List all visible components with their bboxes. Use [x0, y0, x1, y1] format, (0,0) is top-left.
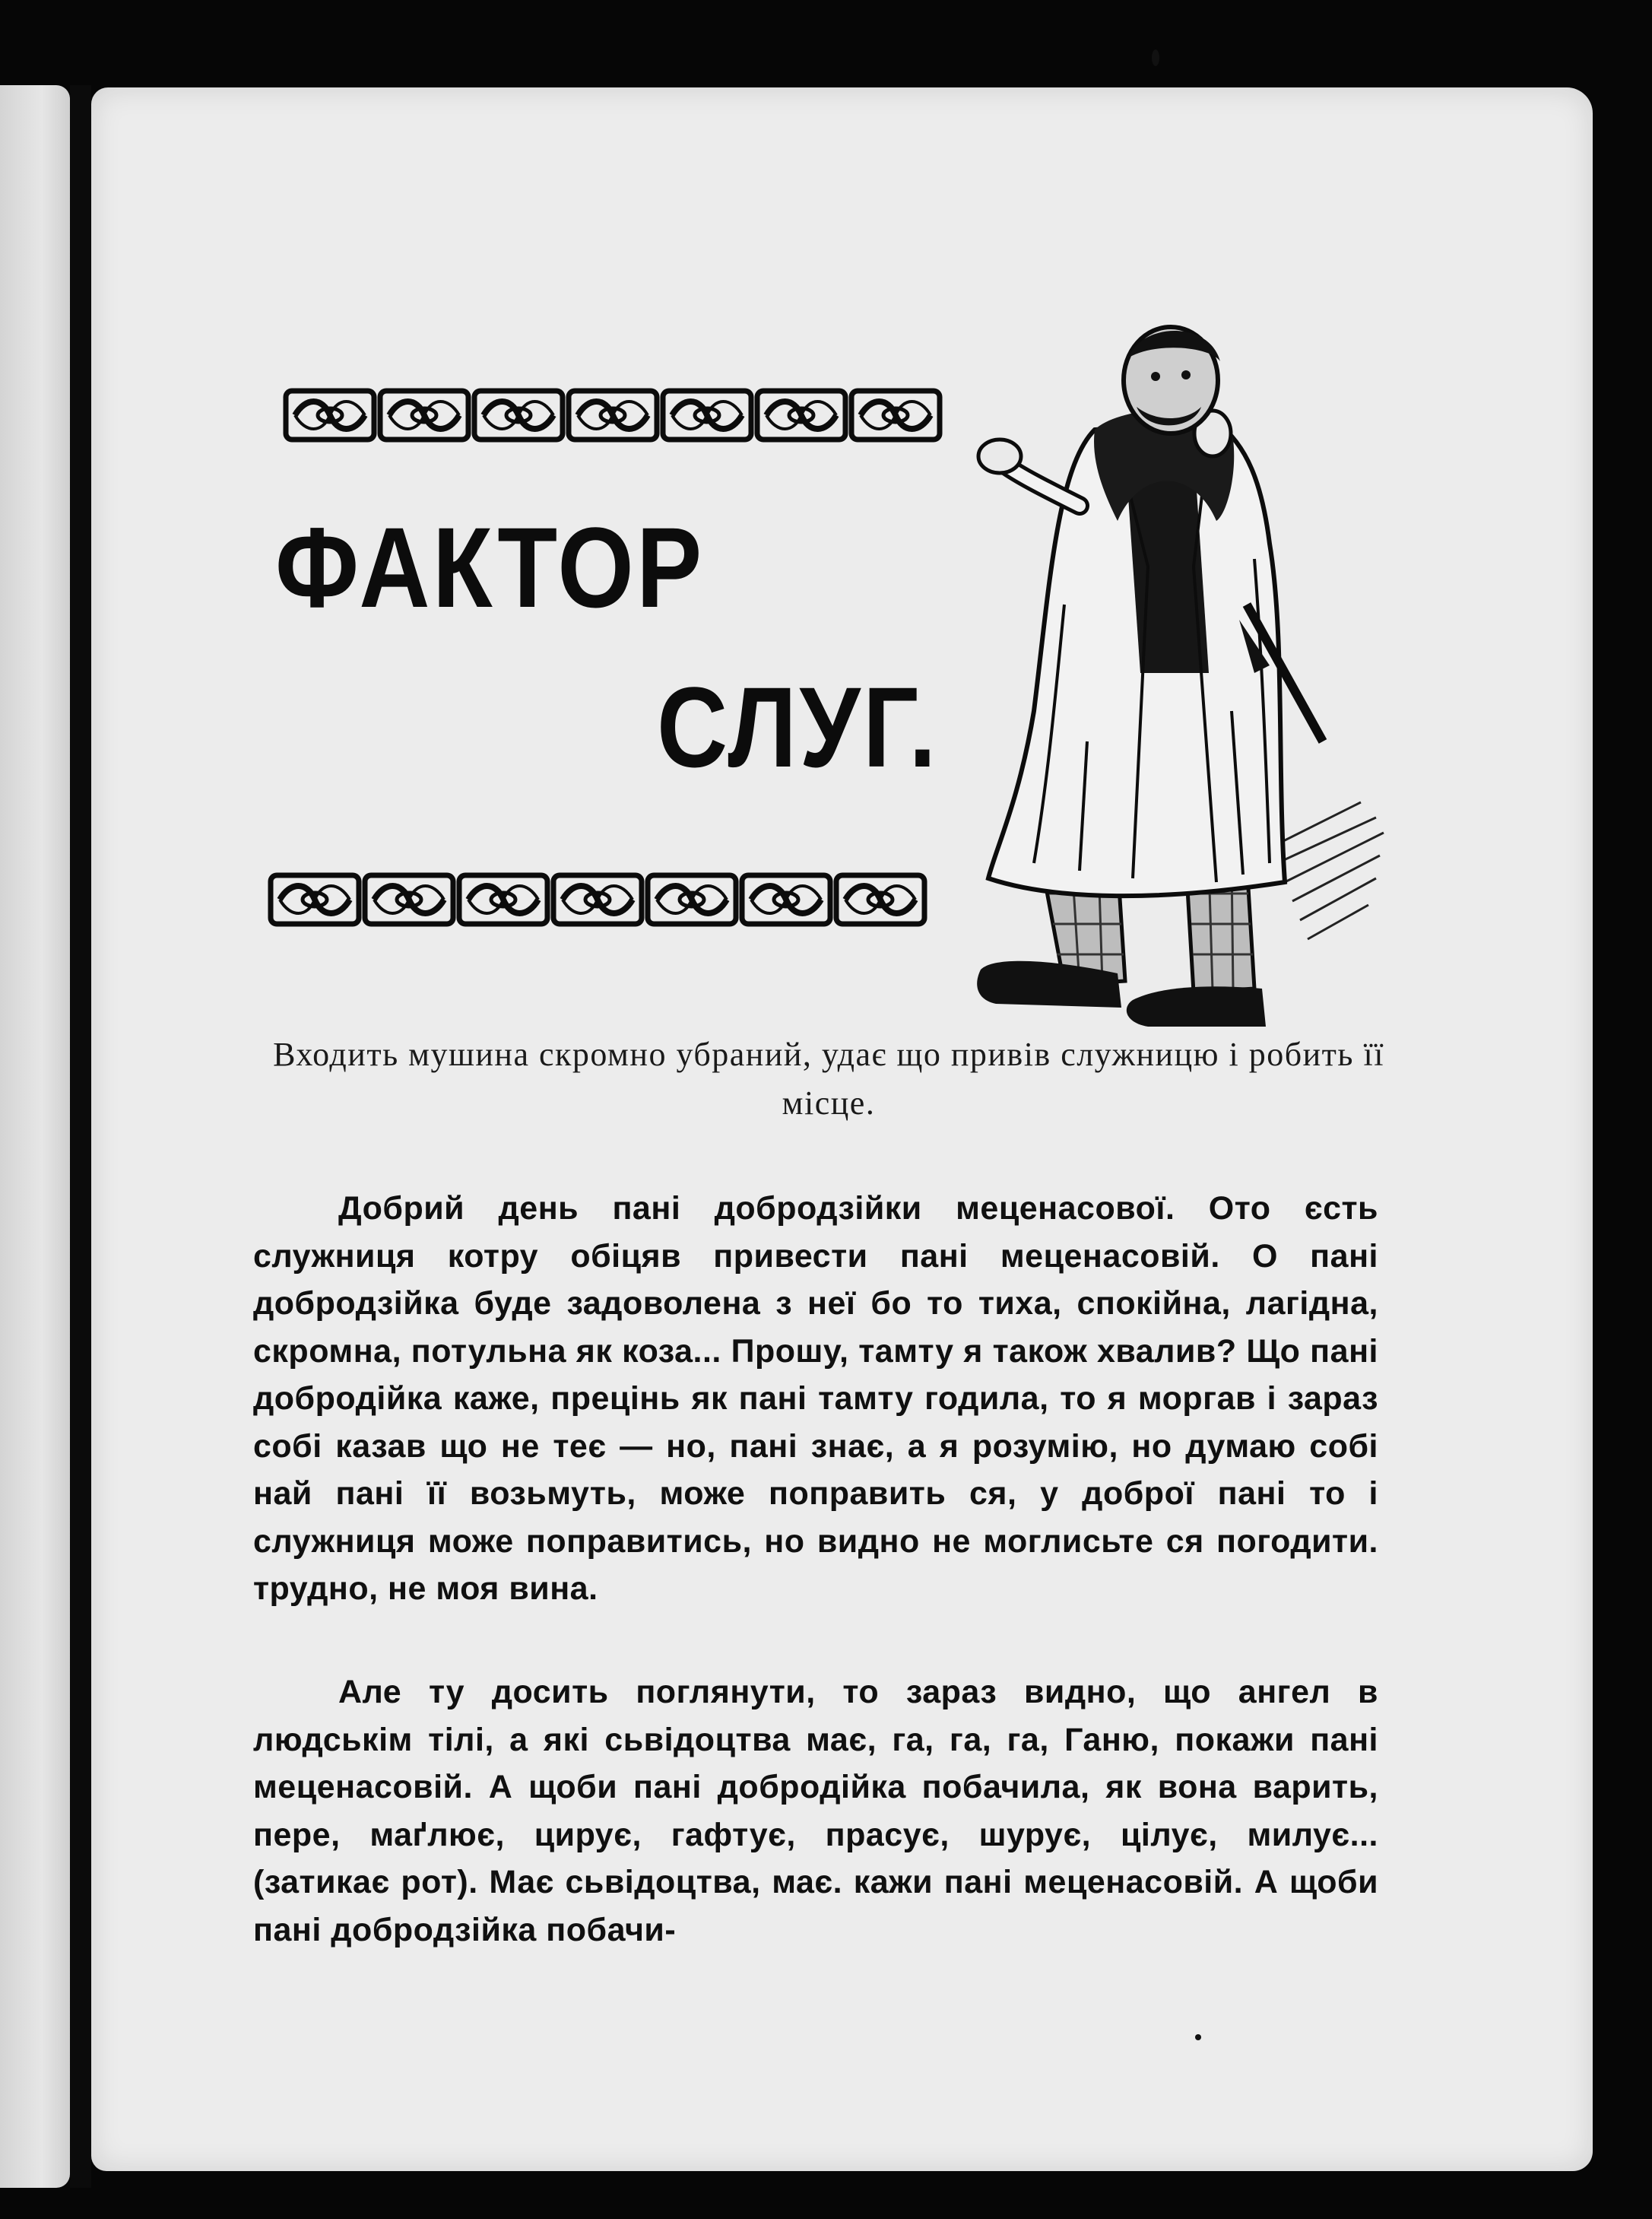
- ornament-band-bottom: [268, 871, 929, 929]
- monologue-paragraph: Добрий день пані добродзійки меценасової. Ото єсть служниця котру обіцяв привести пані меценасовій. О пані добродзійка буде задоволена з неї бо то тиха, спокійна, лагідна, скромна, потульна як коза... Прошу, тамту я також хвалив? Що пані добродійка каже, прецінь як пані тамту годила, то я моргав і зараз собі казав що не теє — но, пані знає, а я розумію, но думаю собі най пані її возьмуть, може поправить ся, у доброї пані то і служниця може поправитись, но видно не моглисьте ся погодити. трудно, не моя вина.: [253, 1190, 1378, 1607]
- title-line-2: СЛУГ.: [657, 663, 939, 791]
- dust-speck: [1152, 49, 1159, 66]
- book-spine: [70, 85, 91, 2188]
- title-line-1: ФАКТОР: [275, 503, 705, 631]
- monologue-paragraph: Але ту досить поглянути, то зараз видно, що ангел в людськім тілі, а які сьвідоцтва має, га, га, га, Ганю, покажи пані меценасовій. А щоби пані добродійка побачила, як вона варить, пере, маґлює, цирує, гафтує, прасує, шурує, цілує, милує... (затикає рот). Має сьвідоцтва, має. кажи пані меценасовій. А щоби пані добродзійка побачи-: [253, 1674, 1378, 1948]
- ornament-band-top: [283, 386, 944, 444]
- man-in-long-coat-illustration: [966, 316, 1406, 1038]
- dust-speck: [1195, 2034, 1201, 2040]
- stage-direction: Входить мушина скромно убраний, удає що привів служницю і робить її місце.: [273, 1036, 1384, 1122]
- previous-page-edge: [0, 85, 70, 2188]
